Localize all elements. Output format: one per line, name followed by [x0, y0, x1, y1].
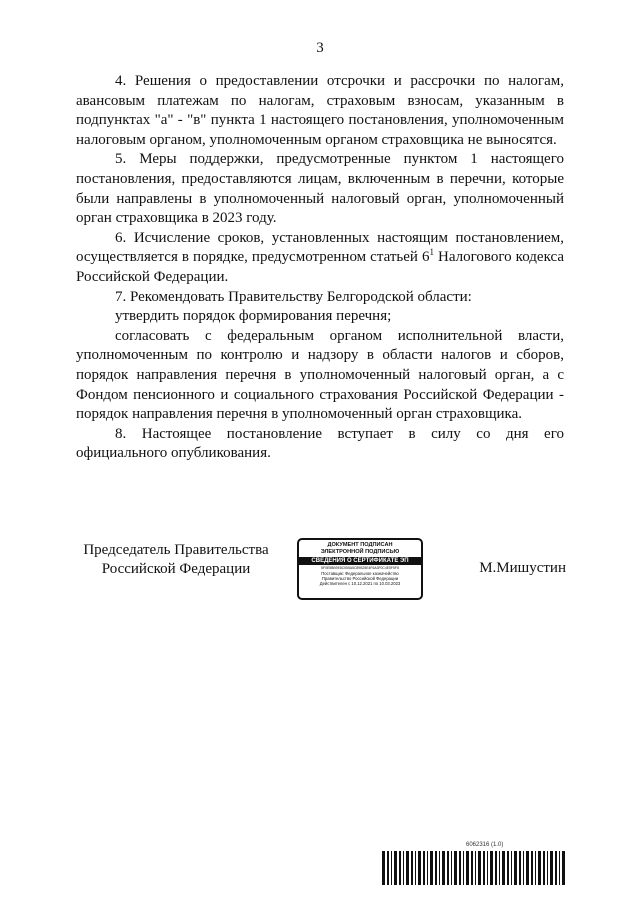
position-line-2: Российской Федерации: [101, 561, 251, 577]
paragraph-6-text: 6. Исчисление сроков, установленных настоящим постановлением, осуществляется в порядке, предусмотренном статьей 6: [76, 229, 564, 266]
barcode-id: 6062316 (1.0): [466, 842, 504, 848]
signatory-name: М.Мишустин: [479, 560, 566, 576]
paragraph-5: 5. Меры поддержки, предусмотренные пунктом 1 настоящего постановления, предоставляются лицам, включенным в перечни, которые были направлены в уполномоченный налоговый орган, уполномоченный орган страховщика в 2023 году.: [76, 151, 564, 227]
stamp-issuer: Поставщик: Федеральное казначейство: [321, 571, 399, 576]
stamp-header: СВЕДЕНИЯ О СЕРТИФИКАТЕ ЭП: [299, 557, 421, 565]
stamp-serial: 5F0E5BB9E8C555A5C89B25E4F6A3F0C4E5F5F8: [321, 566, 399, 570]
barcode-graphic: [382, 851, 568, 885]
stamp-line-1: ДОКУМЕНТ ПОДПИСАН: [327, 542, 393, 548]
paragraph-6-tail: Налогового кодекса Российской Федерации.: [76, 249, 564, 285]
page-number: 3: [316, 40, 324, 56]
paragraph-8: 8. Настоящее постановление вступает в силу со дня его официального опубликования.: [76, 425, 564, 462]
paragraph-7-item-2: согласовать с федеральным органом исполнительной власти, уполномоченным по контролю и надзору в области налогов и сборов, порядок направления перечня в уполномоченный налоговый орган, а с Фондом пенсионного и социального страхования Российской Федерации - порядок направления перечня в уполномоченный орган страховщика.: [76, 327, 564, 423]
paragraph-4: 4. Решения о предоставлении отсрочки и рассрочки по налогам, авансовым платежам по налогам, страховым взносам, указанным в подпунктах "а" - "в" пункта 1 настоящего постановления, уполномоченным налоговым органом, уполномоченным органом страховщика не выносятся.: [76, 73, 564, 148]
paragraph-6: [76, 229, 564, 288]
paragraph-7-item-1: утвердить порядок формирования перечня;: [115, 308, 392, 325]
position-line-1: Председатель Правительства: [83, 542, 269, 558]
signatory-position: [76, 541, 276, 579]
stamp-owner: Правительство Российской Федерации: [321, 576, 399, 582]
stamp-line-2: ЭЛЕКТРОННОЙ ПОДПИСЬЮ: [320, 549, 400, 555]
article-superscript: 1: [429, 247, 434, 258]
barcode: [382, 851, 568, 885]
document-body: [76, 72, 564, 464]
electronic-signature-stamp: [297, 538, 423, 600]
stamp-validity: Действителен с 10.12.2021 по 10.03.2023: [319, 581, 401, 587]
paragraph-7: 7. Рекомендовать Правительству Белгородской области:: [115, 288, 472, 305]
